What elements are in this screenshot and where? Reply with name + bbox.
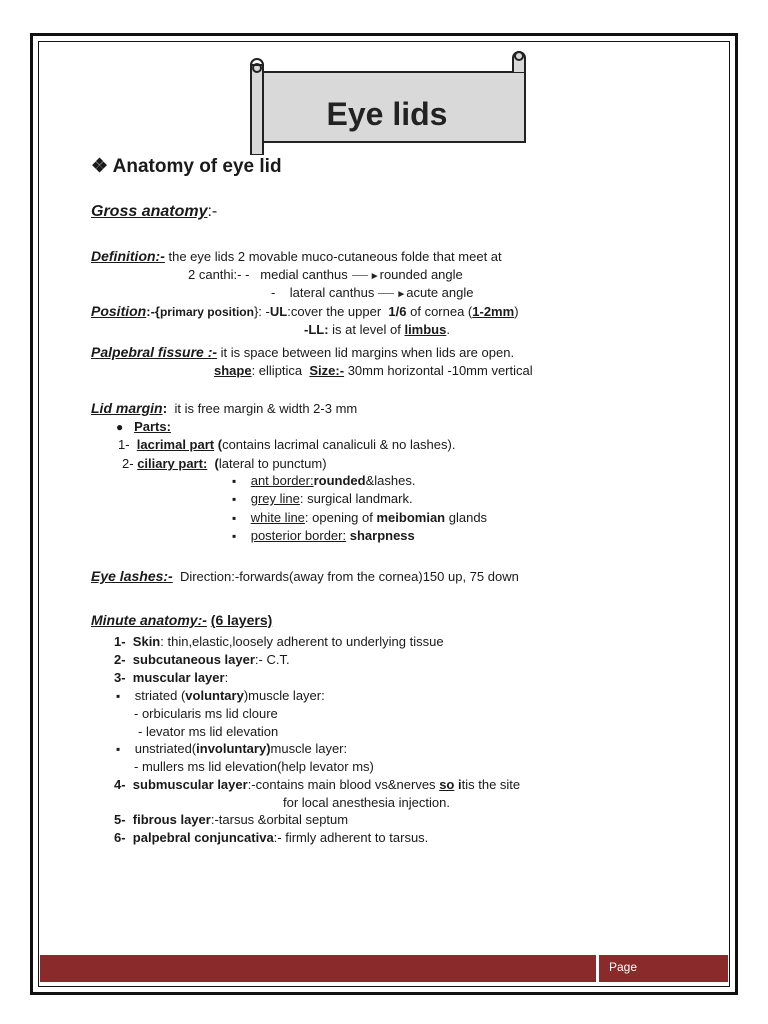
ciliary-part-line: [122, 456, 327, 471]
cornea-text: of cornea (: [410, 304, 473, 319]
anatomy-heading: [91, 155, 282, 178]
eye-lashes-text: Direction:-forwards(away from the cornea)150 up, 75 down: [179, 569, 519, 584]
layer4-text2: tis the site: [461, 777, 521, 792]
lid-margin-label: Lid margin: [91, 400, 163, 416]
layer6-text: :- firmly adherent to tarsus.: [273, 830, 429, 845]
ant-border-label: ant border:: [250, 473, 314, 488]
layer2-text: :- C.T.: [254, 652, 290, 667]
parts-label: Parts:: [134, 419, 171, 434]
size-label: Size:-: [309, 363, 345, 378]
ll-dot: .: [446, 322, 450, 337]
square-bullet-icon: ▪: [232, 492, 237, 506]
lateral-canthus: lateral canthus: [289, 285, 375, 300]
layer5-text: :-tarsus &orbital septum: [210, 812, 349, 827]
arrow-line-icon: [352, 275, 368, 276]
page-title: Eye lids: [326, 96, 448, 132]
ul-label: UL: [269, 304, 288, 319]
white-line-line: [232, 510, 487, 525]
arrow-line-icon: [378, 293, 394, 294]
layer6-label: palpebral conjuncativa: [132, 830, 274, 845]
palpebral-line: [91, 344, 514, 360]
square-bullet-icon: ▪: [116, 742, 121, 756]
footer-separator: [596, 955, 599, 982]
grey-line-text: : surgical landmark.: [299, 491, 413, 506]
unstriated-line: [116, 741, 347, 756]
layer-submuscular: [114, 777, 520, 792]
position-close: }: -: [253, 304, 270, 319]
position-label: Position: [91, 303, 147, 319]
mullers-line: - mullers ms lid elevation(help levator ms): [134, 759, 374, 774]
anesthesia-line: for local anesthesia injection.: [283, 795, 450, 810]
position-line: [91, 303, 519, 319]
limbus-term: limbus: [404, 322, 447, 337]
involuntary-term: involuntary): [196, 741, 271, 756]
glands-text: glands: [448, 510, 488, 525]
layer-muscular: [114, 670, 228, 685]
lid-margin-line: [91, 400, 357, 416]
definition-line: [91, 248, 502, 264]
so-term: so: [439, 777, 455, 792]
lacrimal-part-text: contains lacrimal canaliculi & no lashes).: [222, 437, 456, 452]
voluntary-term: voluntary: [185, 688, 244, 703]
layer1-number: 1-: [114, 634, 126, 649]
shape-text: : elliptica: [251, 363, 303, 378]
definition-text: the eye lids 2 movable muco-cutaneous folde that meet at: [168, 249, 502, 264]
page-label: Page: [609, 960, 638, 974]
minute-anatomy-heading: [91, 612, 272, 628]
ll-label: -LL:: [304, 322, 329, 337]
layer3-label: muscular layer: [132, 670, 225, 685]
gross-anatomy-suffix: :-: [207, 203, 218, 220]
layer2-label: subcutaneous layer: [132, 652, 255, 667]
canthi-line: [188, 267, 463, 282]
part1-number: 1-: [118, 437, 130, 452]
white-line-label: white line: [250, 510, 305, 525]
lid-margin-text: it is free margin & width 2-3 mm: [174, 401, 358, 416]
palpebral-label: Palpebral fissure :-: [91, 344, 218, 360]
layer3-number: 3-: [114, 670, 126, 685]
parts-bullet-icon: ●: [116, 420, 124, 434]
layer5-number: 5-: [114, 812, 126, 827]
layer1-label: Skin: [132, 634, 161, 649]
part2-number: 2-: [122, 456, 134, 471]
ll-text: is at level of: [332, 322, 401, 337]
eye-lashes-label: Eye lashes:-: [91, 568, 173, 584]
layers-count: (6 layers): [210, 612, 273, 628]
square-bullet-icon: ▪: [232, 474, 237, 488]
lid-margin-colon: :: [162, 400, 168, 416]
fraction-value: 1/6: [388, 304, 407, 319]
parts-line: [116, 419, 171, 434]
grey-line-line: [232, 491, 413, 506]
ciliary-part-label: ciliary part:: [137, 456, 208, 471]
gross-anatomy-heading: [91, 203, 217, 221]
ant-border-line: [232, 473, 415, 488]
medial-result: rounded angle: [379, 267, 463, 282]
close-paren: ): [514, 304, 519, 319]
striated-line: [116, 688, 325, 703]
striated-post: )muscle layer:: [243, 688, 325, 703]
arrow-right-icon: ►: [369, 271, 380, 282]
layer-subcutaneous: [114, 652, 290, 667]
layer4-number: 4-: [114, 777, 126, 792]
sharpness-term: sharpness: [349, 528, 415, 543]
lacrimal-part-line: [118, 437, 455, 452]
posterior-border-line: [232, 528, 415, 543]
lateral-prefix: -: [271, 285, 276, 300]
square-bullet-icon: ▪: [232, 511, 237, 525]
canthi-prefix: 2 canthi:- -: [188, 267, 250, 282]
medial-canthus: medial canthus: [260, 267, 348, 282]
mm-value: 1-2mm: [472, 304, 515, 319]
meibomian-term: meibomian: [376, 510, 446, 525]
layer-conjunctiva: [114, 830, 428, 845]
shape-label: shape: [214, 363, 252, 378]
primary-position: primary position: [159, 305, 254, 319]
layer-fibrous: [114, 812, 348, 827]
layer4-text: :-contains main blood vs&nerves: [247, 777, 436, 792]
rounded-term: rounded: [313, 473, 366, 488]
lacrimal-part-label: lacrimal part: [136, 437, 215, 452]
lateral-result: acute angle: [406, 285, 474, 300]
ciliary-part-text: lateral to punctum): [218, 456, 327, 471]
i-term: i: [457, 777, 462, 792]
orbicularis-line: - orbicularis ms lid cloure: [134, 706, 278, 721]
unstriated-pre: unstriated(: [134, 741, 197, 756]
ant-border-text: &lashes.: [365, 473, 416, 488]
ll-line: [304, 322, 450, 337]
white-line-text: : opening of: [304, 510, 373, 525]
square-bullet-icon: ▪: [232, 529, 237, 543]
diamond-bullet-icon: ❖: [91, 156, 109, 177]
palpebral-text: it is space between lid margins when lids are open.: [220, 345, 515, 360]
grey-line-label: grey line: [250, 491, 300, 506]
ul-text: :cover the upper: [287, 304, 382, 319]
minute-anatomy-label: Minute anatomy:-: [91, 612, 207, 628]
eye-lashes-line: [91, 568, 519, 584]
position-sep: :-{: [146, 304, 160, 319]
arrow-right-icon: ►: [396, 289, 407, 300]
layer2-number: 2-: [114, 652, 126, 667]
anatomy-heading-label: Anatomy of eye lid: [112, 156, 282, 177]
unstriated-post: muscle layer:: [270, 741, 348, 756]
layer-skin: [114, 634, 444, 649]
striated-pre: striated (: [134, 688, 186, 703]
layer6-number: 6-: [114, 830, 126, 845]
gross-anatomy-label: Gross anatomy: [91, 203, 208, 220]
levator-line: - levator ms lid elevation: [138, 724, 279, 739]
square-bullet-icon: ▪: [116, 689, 121, 703]
lateral-line: [271, 285, 474, 300]
part2-open: (: [214, 456, 219, 471]
part1-open: (: [214, 437, 223, 452]
layer4-label: submuscular layer: [132, 777, 248, 792]
layer1-text: : thin,elastic,loosely adherent to underlying tissue: [160, 634, 444, 649]
posterior-border-label: posterior border:: [250, 528, 347, 543]
size-text: 30mm horizontal -10mm vertical: [347, 363, 533, 378]
layer5-label: fibrous layer: [132, 812, 211, 827]
definition-label: Definition:-: [91, 248, 165, 264]
layer3-text: :: [224, 670, 229, 685]
shape-size-line: [214, 363, 533, 378]
